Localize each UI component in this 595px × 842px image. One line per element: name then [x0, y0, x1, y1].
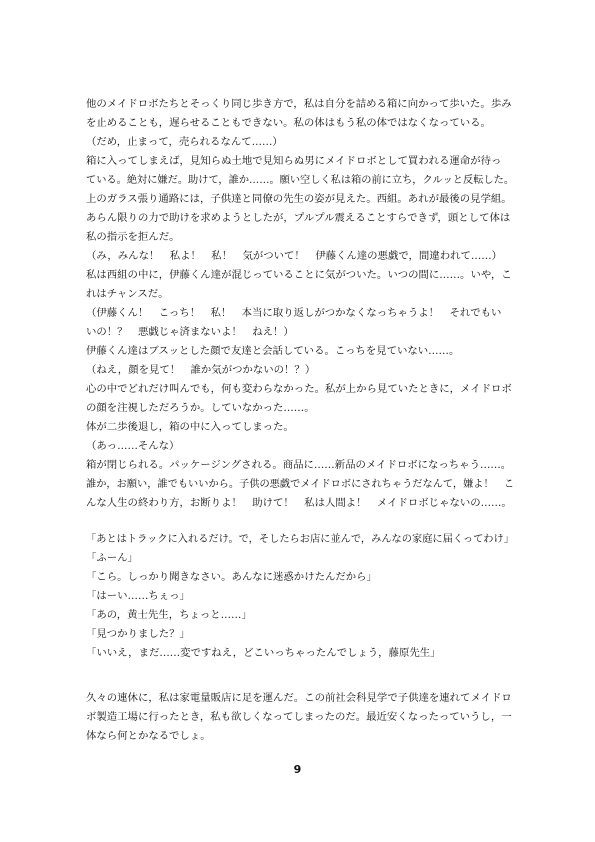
text-line: 「見つかりました？」 [86, 628, 190, 640]
paragraph-block-dialogue [86, 530, 514, 663]
text-line: 箱に入ってしまえば，見知らぬ土地で見知らぬ男にメイドロボとして買われる運命が待っ [86, 155, 502, 167]
text-line: （み，みんな！ 私よ！ 私！ 気がついて！ 伊藤くん達の悪戯で，間違われて……） [86, 250, 503, 262]
text-line: の顔を注視しただろうか。していなかった……。 [86, 402, 315, 414]
text-line: 「あとはトラックに入れるだけ。で，そしたらお店に並んで，みんなの家庭に届くってわけ」 [86, 534, 514, 545]
text-line: 体が二歩後退し，箱の中に入ってしまった。 [86, 421, 294, 433]
text-line: （だめ，止まって，売られるなんて……） [86, 136, 283, 148]
text-line: んな人生の終わり方，お断りよ！ 助けて！ 私は人間よ！ メイドロボじゃないの……。 [86, 497, 512, 509]
text-line: 伊藤くん達はブスッとした顔で友達と会話している。こっちを見ていない……。 [86, 345, 460, 357]
text-line: ている。絶対に嫌だ。助けて，誰か……。願い空しく私は箱の前に立ち，クルッと反転した。 [86, 175, 514, 186]
text-line: 私は西組の中に，伊藤くん達が混じっていることに気がついた。いつの間に……。いや，こ [86, 269, 512, 281]
text-line: 箱が閉じられる。パッケージングされる。商品に……新品のメイドロボになっちゃう……。 [86, 459, 512, 471]
paragraph-block-narration [86, 95, 514, 513]
text-line: （ねえ，顔を見て！ 誰か気がつかないの！？） [86, 364, 316, 376]
text-line: 「はーい……ちぇっ」 [86, 590, 190, 602]
text-line: 久々の連休に，私は家電量販店に足を運んだ。この前社会科見学で子供達を連れてメイドロ [86, 692, 512, 704]
text-line: あらん限りの力で助けを求めようとしたが，プルプル震えることすらできず，頭として体は [86, 212, 511, 224]
text-line: （あっ……そんな） [86, 440, 180, 452]
text-line: 心の中でどれだけ叫んでも，何も変わらなかった。私が上から見ていたときに，メイドロボ [86, 383, 512, 395]
text-line: 私の指示を拒んだ。 [86, 231, 180, 243]
text-line: れはチャンスだ。 [86, 288, 169, 300]
text-line: 「いいえ，まだ……変ですねえ，どこいっちゃったんでしょう，藤原先生」 [86, 647, 441, 659]
text-line: （伊藤くん！ こっち！ 私！ 本当に取り返しがつかなくなっちゃうよ！ それでもい [86, 307, 502, 319]
text-line: 上のガラス張り通路には，子供達と同僚の先生の姿が見えた。西組。あれが最後の見学組。 [86, 193, 512, 205]
text-line: いの！？ 悪戯じゃ済まないよ！ ねえ！） [86, 326, 294, 338]
text-line: 誰か，お願い，誰でもいいから。子供の悪戯でメイドロボにされちゃうだなんて，嫌よ！ こ [86, 479, 514, 490]
text-line: 体なら何とかなるでしょ。 [86, 730, 211, 742]
text-line: 「あの，黄士先生，ちょっと……」 [86, 609, 252, 621]
page-number: 9 [293, 763, 302, 776]
text-line: 「ふーん」 [86, 552, 138, 564]
text-line: を止めることも，遅らせることもできない。私の体はもう私の体ではなくなっている。 [86, 117, 491, 129]
text-line: 「こら。しっかり聞きなさい。あんなに迷惑かけたんだから」 [86, 571, 377, 583]
text-line: 他のメイドロボたちとそっくり同じ歩き方で，私は自分を詰める箱に向かって歩いた。歩み [86, 98, 512, 110]
paragraph-block-epilogue [86, 689, 514, 746]
text-line: ボ製造工場に行ったとき，私も欲しくなってしまったのだ。最近安くなったっていうし，一 [86, 711, 512, 723]
